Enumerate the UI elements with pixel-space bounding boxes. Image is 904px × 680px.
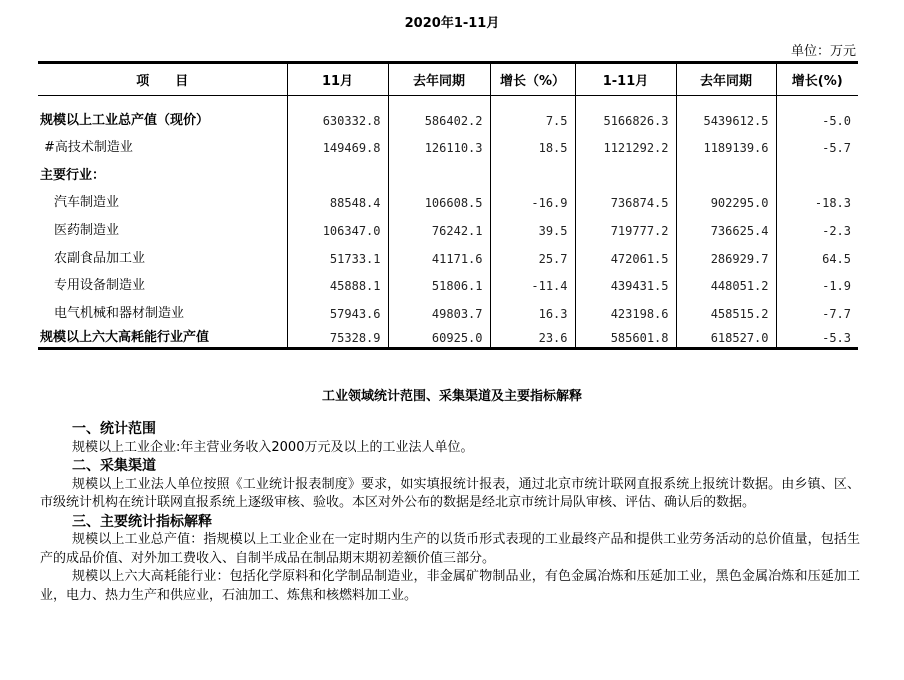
cell-value: -16.9	[490, 185, 575, 213]
cell-value	[776, 157, 858, 185]
cell-value: 126110.3	[388, 130, 490, 158]
unit-label: 单位：万元	[790, 44, 856, 59]
indicator-paragraph-output: 规模以上工业总产值：指规模以上工业企业在一定时期内生产的以货币形式表现的工业最终产品和提供工业劳务活动的总价值量，包括生产的成品价值、对外加工费收入、自制半成品在制品期末期初差额价值三部分。	[40, 532, 860, 566]
cell-value	[575, 157, 676, 185]
table-row	[38, 130, 858, 158]
row-label: 农副食品加工业	[54, 250, 146, 266]
cell-value: 57943.6	[287, 295, 388, 323]
cell-value	[676, 157, 776, 185]
cell-value: -18.3	[776, 185, 858, 213]
cell-value: 286929.7	[676, 240, 776, 268]
cell-value: 1121292.2	[575, 130, 676, 158]
notes-body	[40, 420, 860, 605]
scope-paragraph: 规模以上工业企业:年主营业务收入2000万元及以上的工业法人单位。	[72, 439, 474, 455]
cell-value: 60925.0	[388, 323, 490, 349]
cell-value: 64.5	[776, 240, 858, 268]
cell-value: 106608.5	[388, 185, 490, 213]
cell-value	[287, 157, 388, 185]
row-label: 规模以上六大高耗能行业产值	[38, 323, 287, 349]
cell-value: 458515.2	[676, 295, 776, 323]
report-period-title: 2020年1-11月	[404, 16, 500, 31]
cell-value: -5.0	[776, 96, 858, 130]
cell-value: -5.7	[776, 130, 858, 158]
section-heading-scope: 一、统计范围	[72, 421, 156, 437]
cell-value: 5166826.3	[575, 96, 676, 130]
table-row	[38, 295, 858, 323]
cell-value: -7.7	[776, 295, 858, 323]
cell-value: 18.5	[490, 130, 575, 158]
row-label: 主要行业：	[40, 167, 106, 183]
table-row	[38, 323, 858, 349]
cell-value: -11.4	[490, 268, 575, 296]
cell-value: 49803.7	[388, 295, 490, 323]
cell-value: 423198.6	[575, 295, 676, 323]
cell-value: 51733.1	[287, 240, 388, 268]
cell-value: 88548.4	[287, 185, 388, 213]
table-row	[38, 96, 858, 130]
section-heading-indicators: 三、主要统计指标解释	[72, 513, 212, 530]
cell-value: 586402.2	[388, 96, 490, 130]
cell-value: 45888.1	[287, 268, 388, 296]
cell-value: 106347.0	[287, 212, 388, 240]
table-row	[38, 212, 858, 240]
cell-value: 439431.5	[575, 268, 676, 296]
row-label: 医药制造业	[54, 222, 120, 238]
cell-value: 902295.0	[676, 185, 776, 213]
cell-value: 7.5	[490, 96, 575, 130]
column-header-nov: 11月	[287, 63, 388, 96]
row-label: #高技术制造业	[44, 140, 133, 156]
table-row	[38, 185, 858, 213]
cell-value: 472061.5	[575, 240, 676, 268]
cell-value: 1189139.6	[676, 130, 776, 158]
industry-output-table	[38, 61, 858, 350]
cell-value: 39.5	[490, 212, 575, 240]
row-label: 电气机械和器材制造业	[54, 305, 185, 321]
table-row	[38, 157, 858, 185]
cell-value: 736625.4	[676, 212, 776, 240]
cell-value: -5.3	[776, 323, 858, 349]
column-header-jan-nov: 1-11月	[575, 63, 676, 96]
column-header-nov-growth: 增长（%）	[490, 63, 575, 96]
section-heading-channel: 二、采集渠道	[72, 458, 156, 474]
indicator-paragraph-energy: 规模以上六大高耗能行业：包括化学原料和化学制品制造业，非金属矿物制品业，有色金属冶炼和压延加工业，黑色金属冶炼和压延加工业，电力、热力生产和供应业，石油加工、炼焦和核燃料加工业。	[40, 569, 860, 603]
cell-value: 448051.2	[676, 268, 776, 296]
cell-value: 16.3	[490, 295, 575, 323]
notes-title: 工业领域统计范围、采集渠道及主要指标解释	[321, 389, 582, 404]
table-header-row	[38, 63, 858, 96]
row-label: 专用设备制造业	[54, 278, 146, 294]
cell-value: 25.7	[490, 240, 575, 268]
cell-value: 76242.1	[388, 212, 490, 240]
cell-value: 75328.9	[287, 323, 388, 349]
cell-value	[490, 157, 575, 185]
cell-value: -1.9	[776, 268, 858, 296]
column-header-jan-nov-last-year: 去年同期	[676, 63, 776, 96]
table-row	[38, 268, 858, 296]
cell-value: 719777.2	[575, 212, 676, 240]
cell-value: 585601.8	[575, 323, 676, 349]
cell-value: 630332.8	[287, 96, 388, 130]
cell-value	[388, 157, 490, 185]
cell-value: 51806.1	[388, 268, 490, 296]
cell-value: 23.6	[490, 323, 575, 349]
cell-value: -2.3	[776, 212, 858, 240]
cell-value: 149469.8	[287, 130, 388, 158]
column-header-nov-last-year: 去年同期	[388, 63, 490, 96]
cell-value: 736874.5	[575, 185, 676, 213]
row-label: 规模以上工业总产值（现价）	[40, 112, 210, 128]
table-row	[38, 240, 858, 268]
column-header-jan-nov-growth: 增长(%)	[776, 63, 858, 96]
row-label: 汽车制造业	[54, 195, 120, 211]
cell-value: 41171.6	[388, 240, 490, 268]
column-header-item: 项 目	[38, 63, 287, 96]
cell-value: 618527.0	[676, 323, 776, 349]
channel-paragraph: 规模以上工业法人单位按照《工业统计报表制度》要求，如实填报统计报表，通过北京市统计联网直报系统上报统计数据。由乡镇、区、市级统计机构在统计联网直报系统上逐级审核、验收。本区对外公布的数据是经北京市统计局队审核、评估、确认后的数据。	[40, 476, 860, 510]
cell-value: 5439612.5	[676, 96, 776, 130]
